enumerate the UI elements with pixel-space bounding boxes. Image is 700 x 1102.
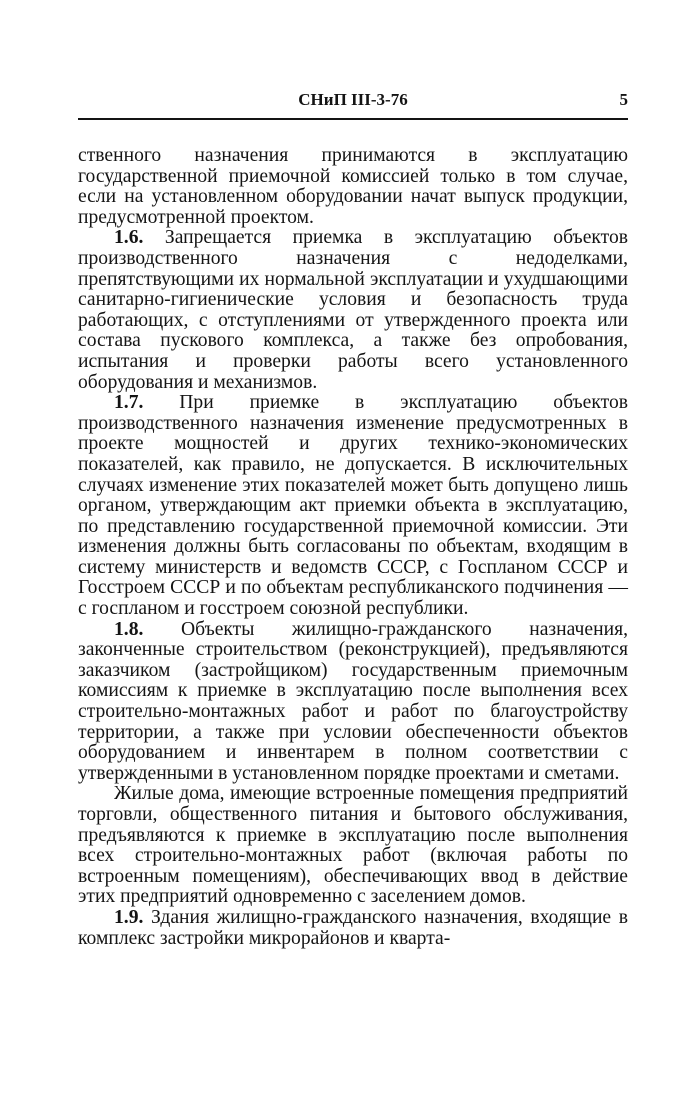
document-code: СНиП III-3-76 xyxy=(298,90,408,109)
header-rule xyxy=(78,118,628,120)
running-header xyxy=(78,88,628,114)
paragraph-number: 1.8. xyxy=(114,618,144,640)
document-page xyxy=(78,88,628,949)
paragraph-1-8-residential xyxy=(78,784,628,908)
paragraph-number: 1.6. xyxy=(114,227,144,249)
paragraph-text: Здания жилищно-гражданского назначения, входящие в комплекс застройки микрорайонов и кварта- xyxy=(78,906,628,949)
paragraph-text: Объекты жилищно-гражданского назначения, законченные строительством (реконструкцией), предъявляются заказчиком (застройщиком) государственным приемочным комиссиям к приемке в эксплуатацию после выполнения всех строительно-монтажных работ и работ по благоустройству территории, а также при условии обеспеченности объектов оборудованием и инвентарем в полном соответствии с утвержденными в установленном порядке проектами и сметами. xyxy=(78,618,628,784)
paragraph-1-6 xyxy=(78,228,628,393)
paragraph-text: При приемке в эксплуатацию объектов производственного назначения изменение предусмотренных в проекте мощностей и других технико-экономических показателей, как правило, не допускается. В исключительных случаях изменение этих показателей может быть допущено лишь органом, утверждающим акт приемки объекта в эксплуатацию, по представлению государственной приемочной комиссии. Эти изменения должны быть согласованы по объектам, входящим в систему министерств и ведомств СССР, с Госпланом СССР и Госстроем СССР и по объектам республиканского подчинения — с госпланом и госстроем союзной республики. xyxy=(78,392,628,620)
paragraph-1-7 xyxy=(78,393,628,620)
paragraph-text: Жилые дома, имеющие встроенные помещения предприятий торговли, общественного питания и бытового обслуживания, предъявляются к приемке в эксплуатацию после выполнения всех строительно-монтажных работ (включая работы по встроенным помещениям), обеспечивающих ввод в действие этих предприятий одновременно с заселением домов. xyxy=(78,783,628,908)
paragraph-text: ственного назначения принимаются в эксплуатацию государственной приемочной комиссией только в том случае, если на установленном оборудовании начат выпуск продукции, предусмотренной проектом. xyxy=(78,145,628,228)
paragraph-continuation xyxy=(78,146,628,228)
paragraph-1-8 xyxy=(78,620,628,785)
paragraph-number: 1.9. xyxy=(114,906,144,928)
body-text xyxy=(78,146,628,949)
paragraph-number: 1.7. xyxy=(114,392,144,414)
paragraph-text: Запрещается приемка в эксплуатацию объектов производственного назначения с недоделками, препятствующими их нормальной эксплуатации и ухудшающими санитарно-гигиенические условия и безопасность труда работающих, с отступлениями от утвержденного проекта или состава пускового комплекса, а также без опробования, испытания и проверки работы всего установленного оборудования и механизмов. xyxy=(78,227,628,393)
paragraph-1-9 xyxy=(78,908,628,949)
page-number: 5 xyxy=(619,90,628,109)
